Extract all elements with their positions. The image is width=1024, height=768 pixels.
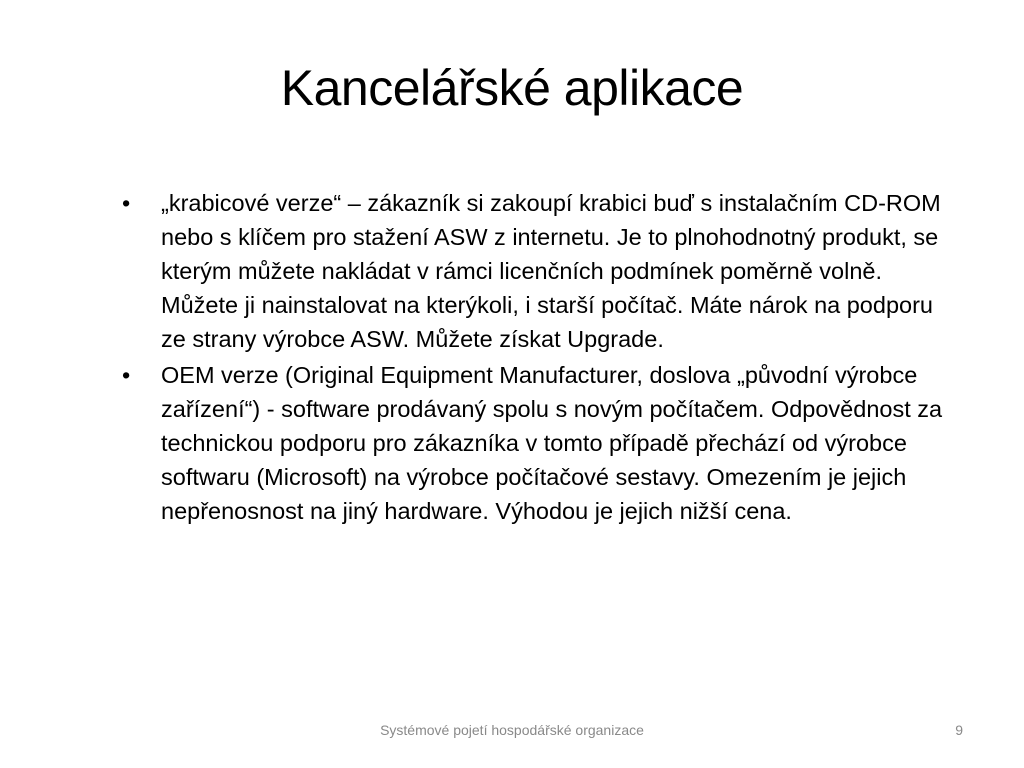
bullet-list	[116, 186, 956, 530]
bullet-text: OEM verze (Original Equipment Manufacturer, doslova „původní výrobce zařízení“) - software prodávaný spolu s novým počítačem. Odpovědnost za technickou podporu pro zákazníka v tomto případě přechází od výrobce softwaru (Microsoft) na výrobce počítačové sestavy. Omezením je jejich nepřenosnost na jiný hardware. Výhodou je jejich nižší cena.	[161, 362, 943, 524]
page-number: 9	[955, 722, 963, 738]
bullet-item	[116, 186, 956, 356]
bullet-text: „krabicové verze“ – zákazník si zakoupí krabici buď s instalačním CD-ROM nebo s klíčem pro stažení ASW z internetu. Je to plnohodnotný produkt, se kterým můžete nakládat v rámci licenčních podmínek poměrně volně. Můžete ji nainstalovat na kterýkoli, i starší počítač. Máte nárok na podporu ze strany výrobce ASW. Můžete získat Upgrade.	[161, 190, 941, 352]
footer-text: Systémové pojetí hospodářské organizace	[380, 722, 644, 738]
bullet-item	[116, 358, 956, 528]
slide-title: Kancelářské aplikace	[280, 60, 744, 116]
bullet-icon: •	[122, 362, 131, 388]
bullet-icon: •	[122, 190, 131, 216]
